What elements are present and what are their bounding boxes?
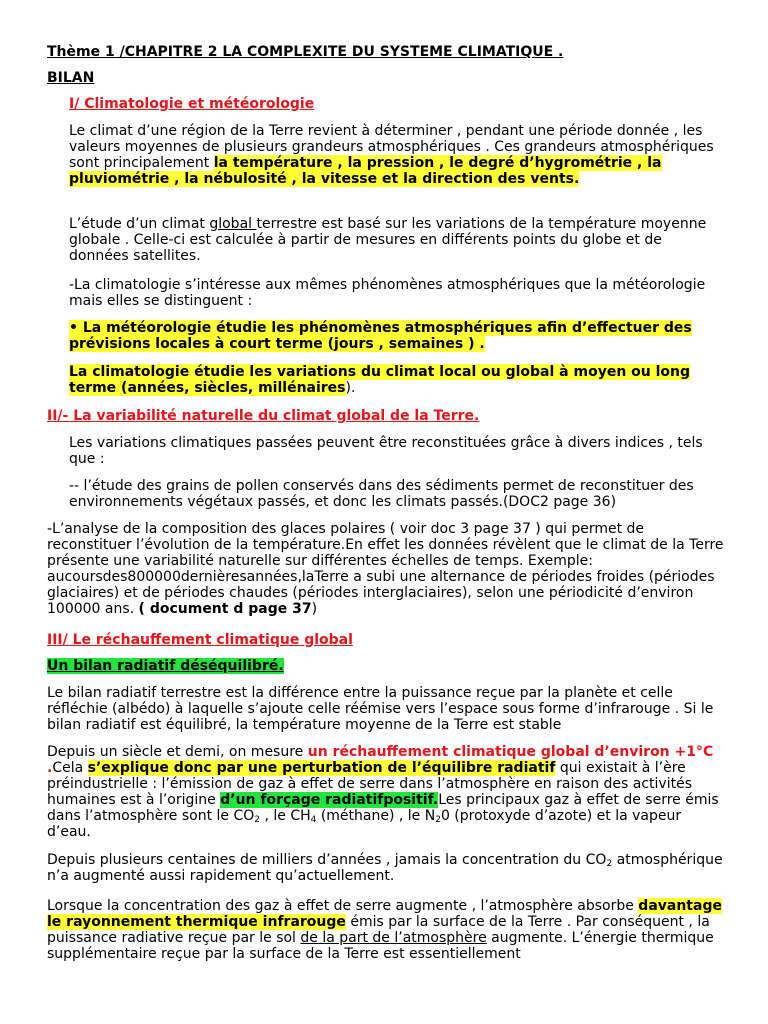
- section-2-paragraph-1: Les variations climatiques passées peuvent être reconstituées grâce à divers indices , tels que :: [69, 435, 703, 467]
- climatology-definition: La climatologie étudie les variations du climat local ou global à moyen ou long terme (années, siècles, millénaires).: [69, 364, 691, 396]
- infrared-absorption-highlight: davantage le rayonnement thermique infrarouge: [47, 898, 722, 930]
- section-3-paragraph-3: Depuis plusieurs centaines de milliers d’années , jamais la concentration du $CO_2$ atmosphérique n’a augmenté aussi rapidement qu’actuellement.: [47, 852, 723, 884]
- section-3-paragraph-1: Le bilan radiatif terrestre est la différence entre la puissance reçue par la planète et celle réfléchie (albédo) à laquelle s’ajoute celle réémise vers l’espace sous forme d’infrarouge . Si le bilan radiatif est équilibré, la température moyenne de la Terre est stable: [47, 685, 714, 733]
- warming-statement: un réchauffement climatique global d’environ +1°C .: [47, 744, 714, 776]
- section-2-paragraph-2: -- l’étude des grains de pollen conservés dans des sédiments permet de reconstituer des environnements végétaux passés, et donc les climats passés.(DOC2 page 36): [69, 478, 694, 510]
- climate-variables-highlight: la température , la pression , le degré d’hygrométrie , la pluviométrie , la nébulosité , la vitesse et la direction des vents.: [69, 155, 662, 187]
- section-2-paragraph-3: -L’analyse de la composition des glaces polaires ( voir doc 3 page 37 ) qui permet de reconstituer l’évolution de la température.En effet les données révèlent que le climat de la Terre présente une variabilité naturelle sur différentes échelles de temps. Exemple: aucoursdes800000dernièresannées,laTerre a subi une alternance de périodes froides (périodes glaciaires) et de périodes chaudes (périodes interglaciaires), selon une périodicité d’environ 100000 ans. ( document d page 37): [47, 521, 724, 617]
- section-3-paragraph-4: Lorsque la concentration des gaz à effet de serre augmente , l’atmosphère absorbe davantage le rayonnement thermique infrarouge émis par la surface de la Terre . Par conséquent , la puissance radiative reçue par le sol de la part de l’atmosphère augmente. L’énergie thermique supplémentaire reçue par la surface de la Terre est essentiellement: [47, 898, 722, 962]
- document-title: Thème 1 /CHAPITRE 2 LA COMPLEXITE DU SYSTEME CLIMATIQUE .: [47, 44, 564, 60]
- document-reference: ( document d page 37: [138, 601, 312, 617]
- climate-definition-text: Le climat d’une région de la Terre revient à déterminer , pendant une période donnée , les valeurs moyennes de plusieurs grandeurs atmosphériques . Ces grandeurs atmosphériques sont principalement: [69, 123, 714, 171]
- global-word: global: [209, 216, 257, 232]
- section-1-paragraph-1: [69, 123, 719, 187]
- radiative-forcing-highlight: d’un forçage radiatifpositif.: [220, 792, 439, 808]
- section-2-heading: II/- La variabilité naturelle du climat global de la Terre.: [47, 408, 480, 424]
- section-1-heading: I/ Climatologie et météorologie: [69, 96, 315, 112]
- radiative-imbalance-highlight: s’explique donc par une perturbation de l’équilibre radiatif: [87, 760, 556, 776]
- section-1-paragraph-2: L’étude d’un climat global terrestre est basé sur les variations de la température moyenne globale . Celle-ci est calculée à partir de mesures en différents points du globe et de données satellites.: [69, 216, 707, 264]
- bilan-label: BILAN: [47, 70, 95, 86]
- section-3-paragraph-2: Depuis un siècle et demi, on mesure un réchauffement climatique global d’environ +1°C .Cela s’explique donc par une perturbation de l’équilibre radiatif qui existait à l’ère préindustrielle : l’émission de gaz à effet de serre dans l’atmosphère en raison des activités humaines est à l’origine d’un forçage radiatifpositif.Les principaux gaz à effet de serre émis dans l’atmosphère sont le $CO_2$ , le $CH_4$ (méthane) , le $N_20$ (protoxyde d’azote) et la vapeur d’eau.: [47, 744, 719, 840]
- section-1-paragraph-3: -La climatologie s’intéresse aux mêmes phénomènes atmosphériques que la météorologie mais elles se distinguent :: [69, 277, 706, 309]
- meteorology-definition: • La météorologie étudie les phénomènes atmosphériques afin d’effectuer des prévisions locales à court terme (jours , semaines ) .: [69, 320, 692, 352]
- section-3-heading: III/ Le réchauffement climatique global: [47, 632, 353, 648]
- section-3-subheading: Un bilan radiatif déséquilibré.: [47, 658, 284, 674]
